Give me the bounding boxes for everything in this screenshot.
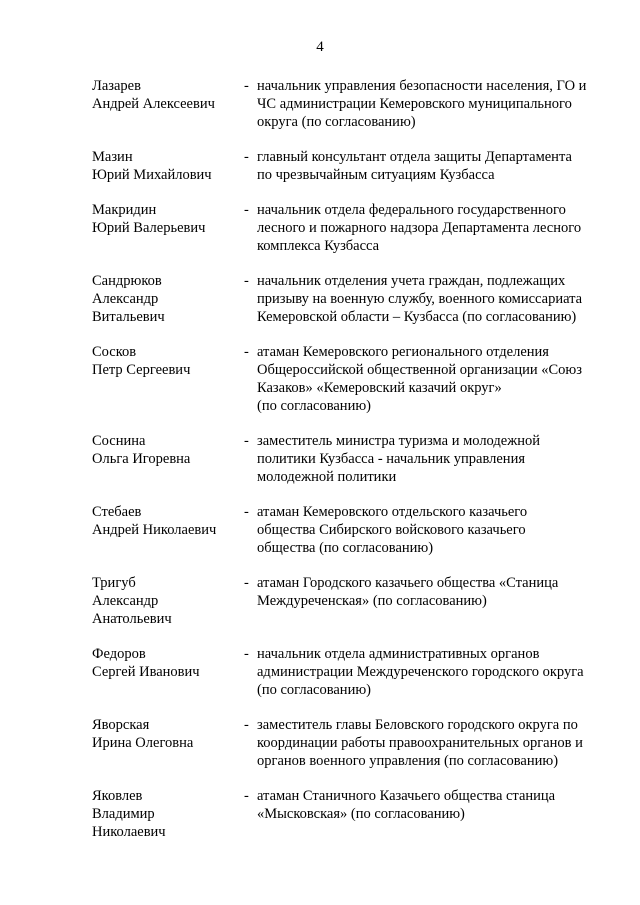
member-name-line: Ольга Игоревна (92, 451, 191, 467)
member-name-line: Владимир (92, 806, 155, 822)
member-name (92, 787, 242, 841)
member-position (257, 77, 612, 131)
member-name-line: Соснина (92, 433, 146, 449)
entry-dash: - (244, 575, 249, 591)
member-name (92, 645, 242, 699)
entry-dash: - (244, 344, 249, 360)
member-position-line: атаман Городского казачьего общества «Станица (257, 575, 559, 591)
member-name-line: Андрей Николаевич (92, 522, 217, 538)
member-position (257, 716, 612, 770)
member-position-line: (по согласованию) (257, 682, 371, 698)
member-position-line: начальник отдела административных органов (257, 646, 540, 662)
member-name-line: Федоров (92, 646, 146, 662)
member-position-line: молодежной политики (257, 469, 397, 485)
member-entry (92, 645, 612, 699)
member-position (257, 432, 612, 486)
member-name-line: Яворская (92, 717, 150, 733)
member-position-line: атаман Кемеровского регионального отделения (257, 344, 549, 360)
entry-dash: - (244, 273, 249, 289)
member-entry (92, 787, 612, 841)
member-position-line: общества (по согласованию) (257, 540, 434, 556)
member-name-line: Юрий Валерьевич (92, 220, 206, 236)
member-entry (92, 716, 612, 770)
member-position-line: политики Кузбасса - начальник управления (257, 451, 525, 467)
member-name-line: Макридин (92, 202, 157, 218)
entry-dash: - (244, 717, 249, 733)
member-name (92, 343, 242, 415)
member-name-line: Юрий Михайлович (92, 167, 212, 183)
member-position (257, 272, 612, 326)
member-position (257, 787, 612, 841)
member-name (92, 574, 242, 628)
member-position-line: «Мысковская» (по согласованию) (257, 806, 465, 822)
member-name-line: Николаевич (92, 824, 166, 840)
member-position-line: призыву на военную службу, военного комиссариата (257, 291, 583, 307)
entry-dash: - (244, 504, 249, 520)
member-position-line: начальник управления безопасности населения, ГО и (257, 78, 587, 94)
member-name-line: Александр (92, 593, 159, 609)
member-position-line: (по согласованию) (257, 398, 371, 414)
member-position-line: округа (по согласованию) (257, 114, 416, 130)
member-name-line: Витальевич (92, 309, 165, 325)
member-name-line: Петр Сергеевич (92, 362, 191, 378)
member-entry (92, 503, 612, 557)
member-position (257, 343, 612, 415)
member-name-line: Сосков (92, 344, 137, 360)
member-position (257, 201, 612, 255)
member-position-line: лесного и пожарного надзора Департамента лесного (257, 220, 582, 236)
member-entry (92, 77, 612, 131)
member-position-line: атаман Кемеровского отдельского казачьего (257, 504, 528, 520)
entry-dash: - (244, 149, 249, 165)
member-name-line: Ирина Олеговна (92, 735, 194, 751)
member-position-line: начальник отделения учета граждан, подлежащих (257, 273, 566, 289)
member-position-line: органов военного управления (по согласованию) (257, 753, 559, 769)
member-position-line: по чрезвычайным ситуациям Кузбасса (257, 167, 495, 183)
member-name (92, 432, 242, 486)
member-entry (92, 432, 612, 486)
member-position-line: заместитель главы Беловского городского округа по (257, 717, 578, 733)
entry-dash: - (244, 788, 249, 804)
member-name (92, 503, 242, 557)
member-name (92, 201, 242, 255)
member-name-line: Сандрюков (92, 273, 162, 289)
member-position-line: комплекса Кузбасса (257, 238, 380, 254)
member-name-line: Стебаев (92, 504, 142, 520)
member-position-line: Общероссийской общественной организации «Союз (257, 362, 582, 378)
member-name (92, 272, 242, 326)
member-position (257, 645, 612, 699)
member-entry (92, 343, 612, 415)
member-name-line: Лазарев (92, 78, 141, 94)
member-name-line: Яковлев (92, 788, 143, 804)
member-position-line: заместитель министра туризма и молодежной (257, 433, 540, 449)
member-position-line: главный консультант отдела защиты Департамента (257, 149, 572, 165)
member-position (257, 574, 612, 628)
member-position (257, 148, 612, 184)
member-position-line: Казаков» «Кемеровский казачий округ» (257, 380, 502, 396)
page-number: 4 (316, 39, 324, 55)
member-name-line: Мазин (92, 149, 133, 165)
member-list (92, 77, 612, 858)
member-entry (92, 148, 612, 184)
member-name-line: Анатольевич (92, 611, 172, 627)
member-position-line: администрации Междуреченского городского округа (257, 664, 584, 680)
member-entry (92, 201, 612, 255)
member-position-line: общества Сибирского войскового казачьего (257, 522, 526, 538)
member-name (92, 716, 242, 770)
member-entry (92, 272, 612, 326)
member-name-line: Андрей Алексеевич (92, 96, 215, 112)
member-position-line: координации работы правоохранительных органов и (257, 735, 583, 751)
member-position-line: начальник отдела федерального государственного (257, 202, 566, 218)
member-position-line: Междуреченская» (по согласованию) (257, 593, 487, 609)
member-position-line: атаман Станичного Казачьего общества станица (257, 788, 556, 804)
entry-dash: - (244, 202, 249, 218)
member-name-line: Сергей Иванович (92, 664, 200, 680)
member-name-line: Тригуб (92, 575, 136, 591)
member-position (257, 503, 612, 557)
member-entry (92, 574, 612, 628)
entry-dash: - (244, 78, 249, 94)
member-position-line: Кемеровской области – Кузбасса (по согласованию) (257, 309, 577, 325)
member-name (92, 148, 242, 184)
member-name (92, 77, 242, 131)
entry-dash: - (244, 433, 249, 449)
member-position-line: ЧС администрации Кемеровского муниципального (257, 96, 572, 112)
member-name-line: Александр (92, 291, 159, 307)
entry-dash: - (244, 646, 249, 662)
